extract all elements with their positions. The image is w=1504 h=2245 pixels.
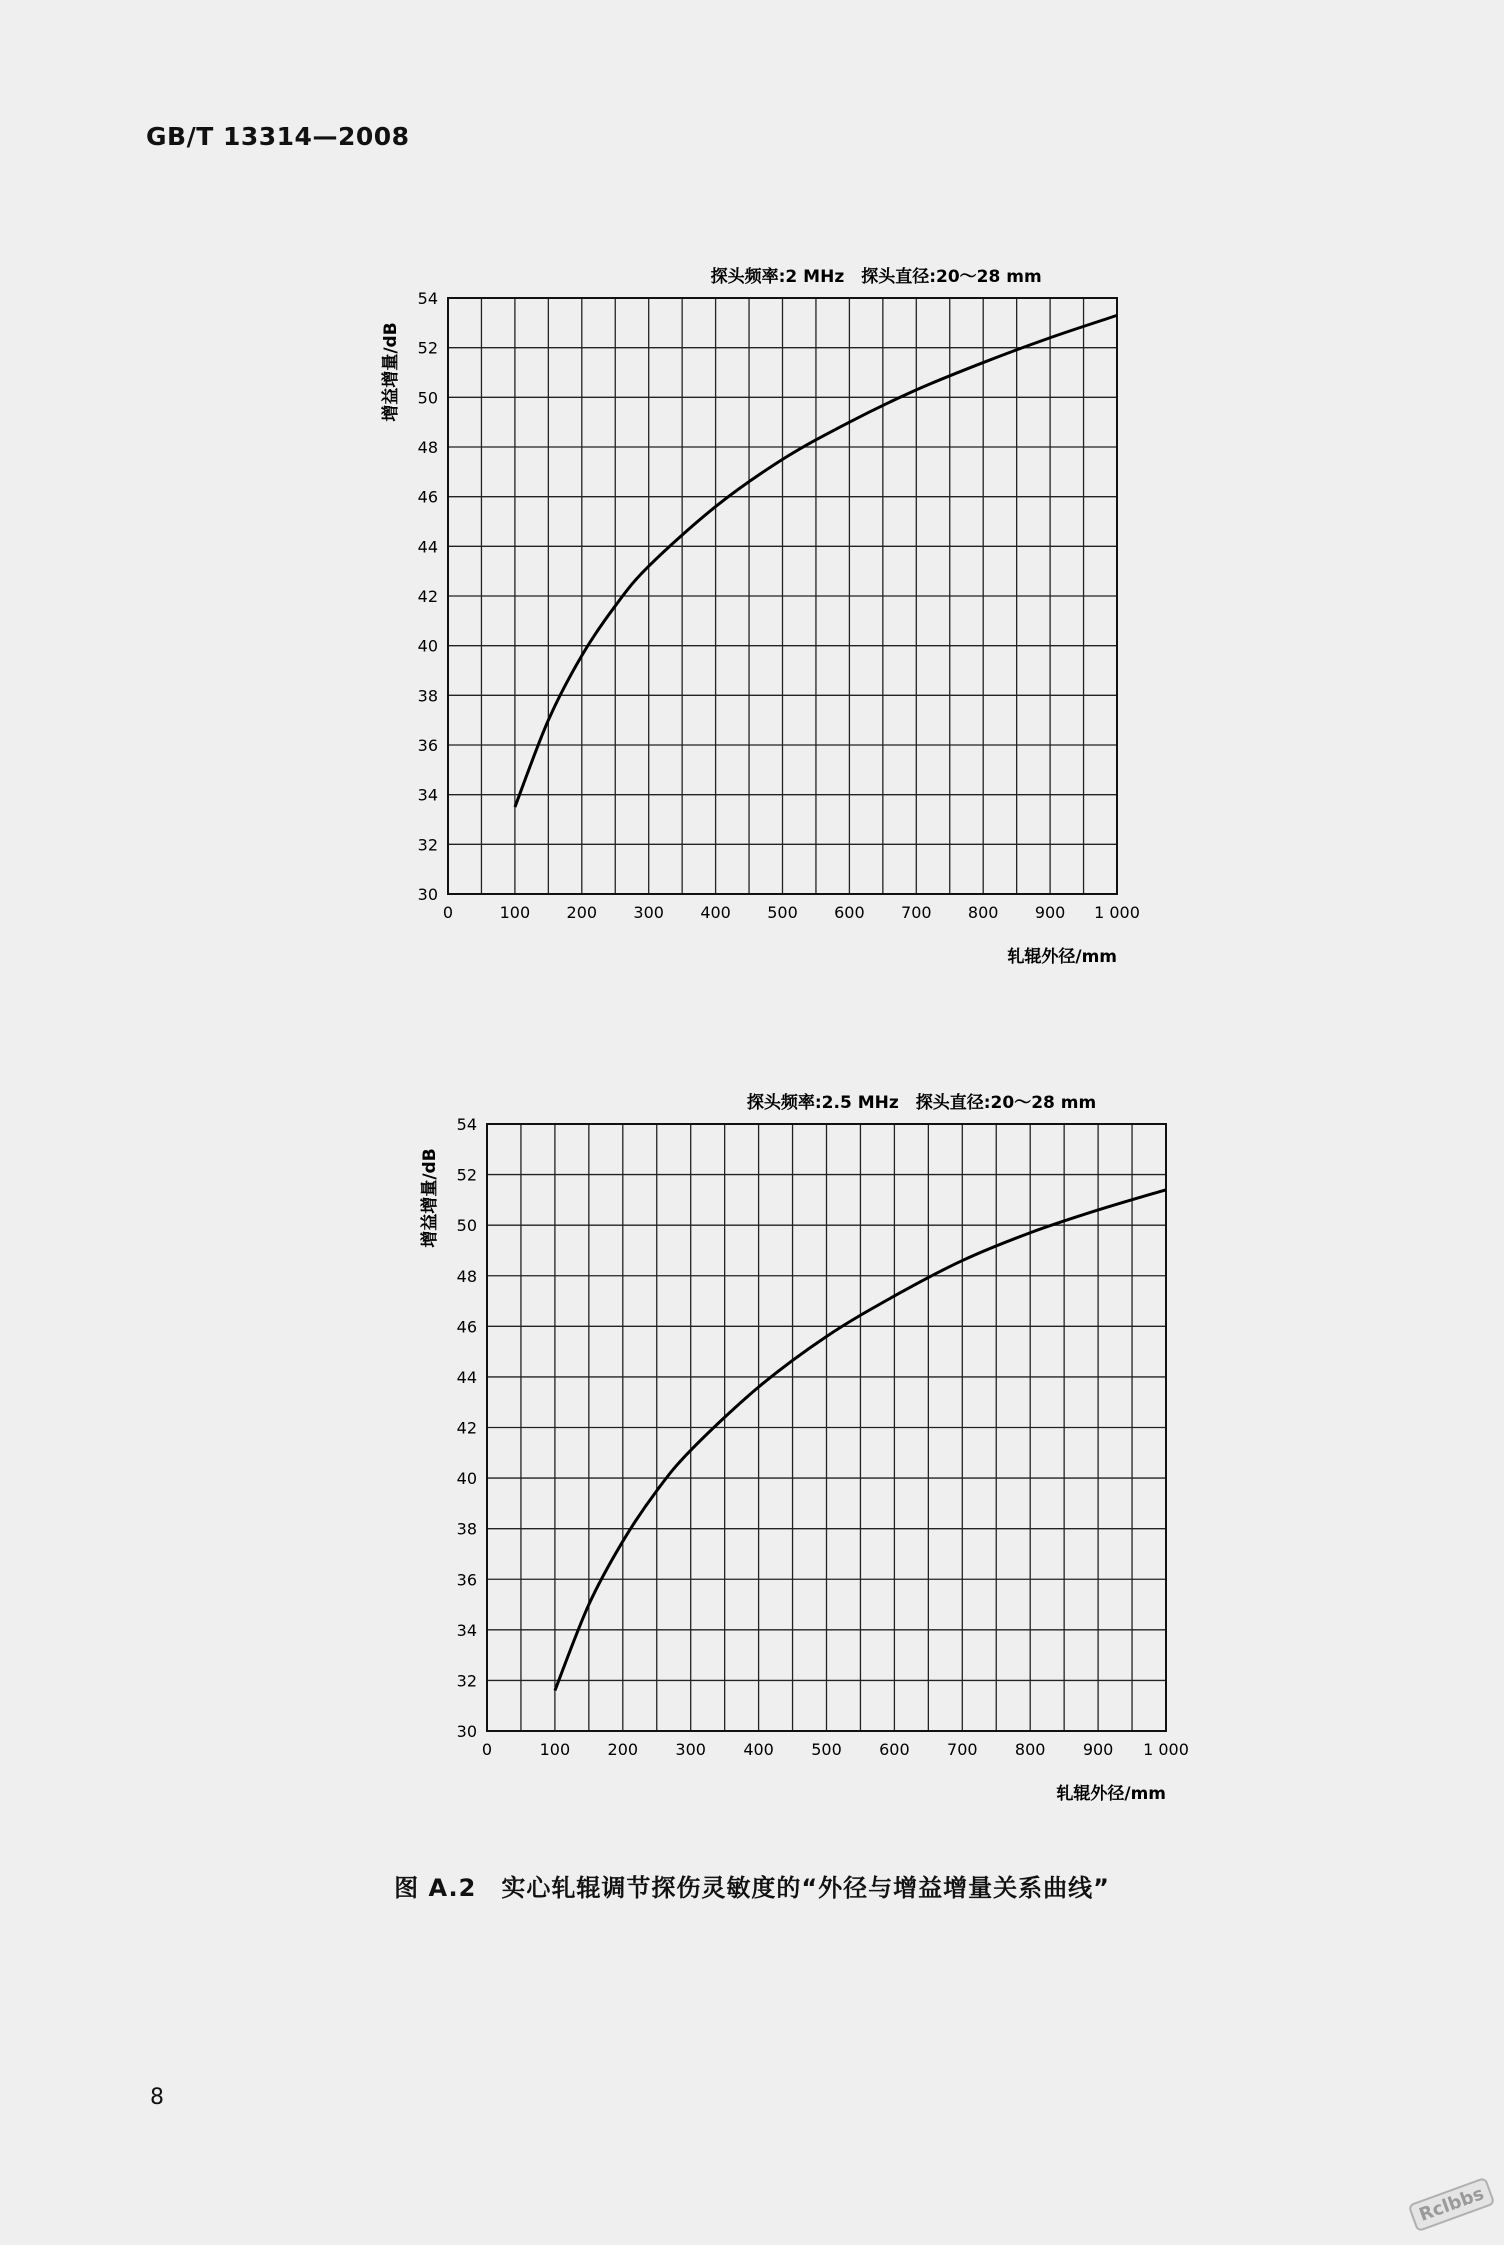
x-tick-label: 0 [481, 1740, 493, 1759]
x-tick-label: 500 [811, 1740, 842, 1759]
y-tick-label: 48 [456, 1266, 477, 1286]
y-tick-label: 46 [417, 487, 438, 507]
y-tick-label: 34 [456, 1620, 477, 1640]
y-tick-label: 50 [417, 388, 438, 408]
x-tick-label: 700 [901, 903, 932, 922]
page-number: 8 [150, 2085, 164, 2110]
x-tick-label: 700 [947, 1740, 978, 1759]
y-tick-label: 48 [417, 438, 438, 457]
watermark-logo: Rclbbs [1408, 2177, 1496, 2233]
y-tick-label: 52 [417, 338, 438, 358]
y-tick-label: 40 [417, 636, 438, 656]
y-tick-label: 44 [456, 1367, 477, 1387]
y-tick-label: 54 [417, 289, 438, 308]
standard-code: GB/T 13314—2008 [146, 122, 410, 151]
x-axis-label: 轧辊外径/mm [1056, 1784, 1166, 1804]
x-tick-label: 400 [743, 1740, 774, 1759]
chart-svg [0, 1080, 1504, 1820]
x-tick-label: 0 [442, 903, 454, 922]
x-tick-label: 900 [1082, 1740, 1114, 1759]
x-tick-label: 1 000 [1143, 1740, 1189, 1759]
y-tick-label: 40 [456, 1469, 477, 1489]
x-axis-label: 轧辊外径/mm [1007, 947, 1117, 967]
y-tick-label: 36 [417, 736, 438, 755]
y-tick-label: 34 [417, 785, 438, 805]
y-tick-label: 30 [417, 885, 438, 904]
y-tick-label: 52 [456, 1165, 477, 1185]
x-tick-label: 100 [499, 903, 531, 922]
y-axis-label: 增益增量/dB [381, 322, 401, 422]
y-tick-label: 38 [456, 1519, 477, 1539]
y-axis-label: 增益增量/dB [420, 1148, 440, 1248]
chart-svg [0, 250, 1504, 990]
x-tick-label: 900 [1034, 903, 1066, 922]
chart-title: 探头频率:2 MHz 探头直径:20～28 mm [710, 267, 1042, 287]
y-tick-label: 36 [456, 1570, 477, 1590]
x-tick-label: 800 [1014, 1740, 1046, 1759]
y-tick-label: 54 [456, 1115, 477, 1134]
y-tick-label: 38 [417, 686, 438, 706]
y-tick-label: 42 [417, 587, 438, 606]
y-tick-label: 30 [456, 1722, 477, 1741]
x-tick-label: 500 [767, 903, 798, 922]
x-tick-label: 200 [566, 903, 598, 922]
x-tick-label: 200 [607, 1740, 639, 1759]
y-tick-label: 44 [417, 537, 438, 557]
y-tick-label: 32 [456, 1671, 477, 1691]
x-tick-label: 100 [539, 1740, 571, 1759]
x-tick-label: 600 [879, 1740, 910, 1759]
figure-caption: 图 A.2 实心轧辊调节探伤灵敏度的“外径与增益增量关系曲线” [394, 1874, 1110, 1902]
x-tick-label: 600 [834, 903, 865, 922]
chart-title: 探头频率:2.5 MHz 探头直径:20～28 mm [746, 1093, 1097, 1113]
grid-lines [448, 298, 1117, 894]
grid-lines [487, 1124, 1166, 1731]
chart-2-5mhz [0, 1080, 1504, 1820]
x-tick-label: 400 [700, 903, 731, 922]
y-tick-label: 50 [456, 1216, 477, 1236]
x-tick-label: 1 000 [1094, 903, 1140, 922]
y-tick-label: 46 [456, 1317, 477, 1337]
y-tick-label: 32 [417, 835, 438, 855]
x-tick-label: 300 [675, 1740, 706, 1759]
y-tick-label: 42 [456, 1418, 477, 1438]
x-tick-label: 300 [633, 903, 664, 922]
x-tick-label: 800 [967, 903, 999, 922]
chart-2mhz [0, 250, 1504, 990]
